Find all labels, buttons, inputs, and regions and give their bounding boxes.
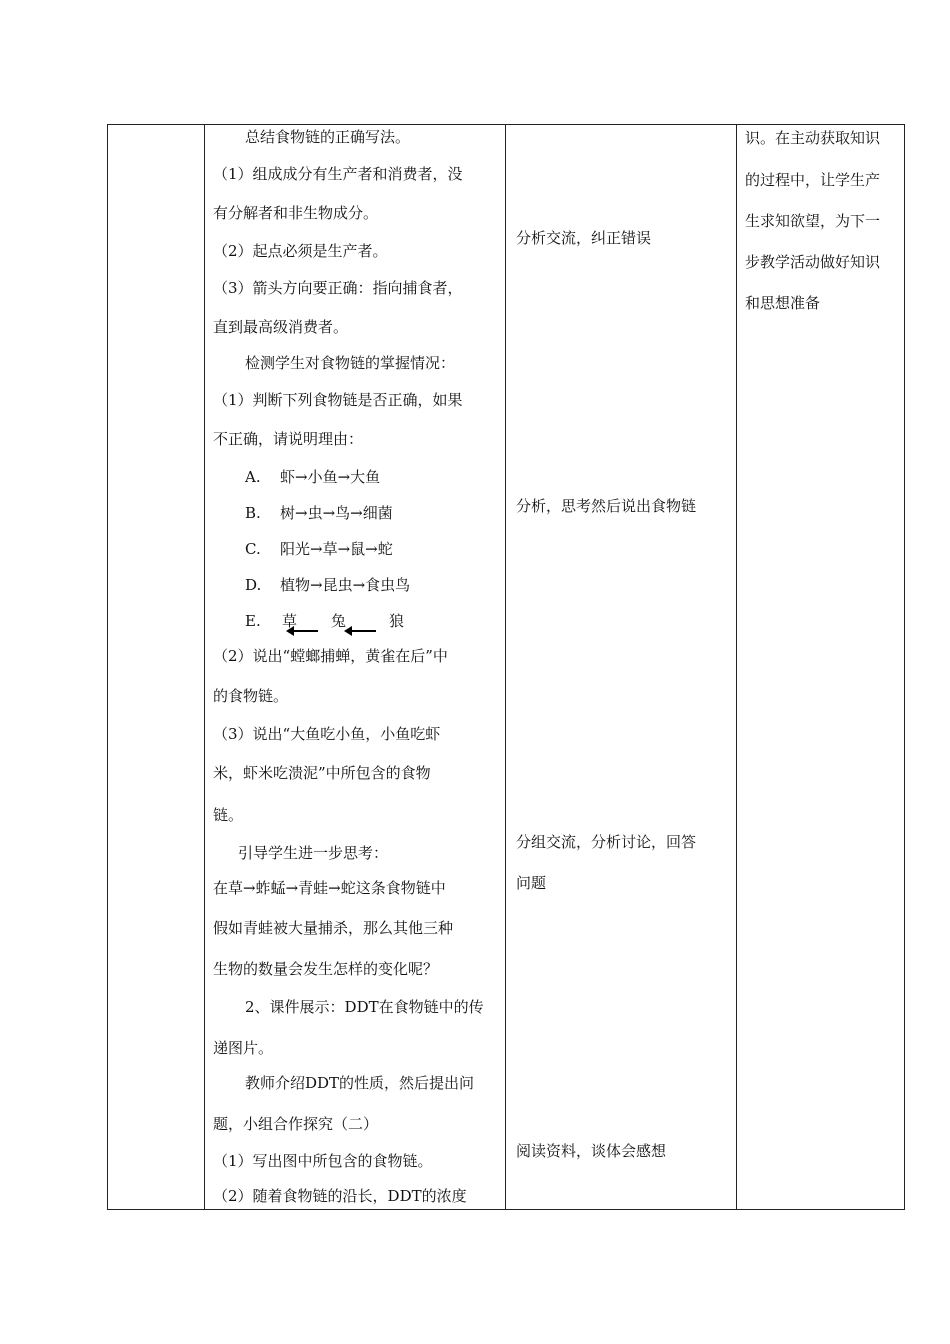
text-line: 步教学活动做好知识	[745, 253, 881, 271]
text-line: 生求知欲望，为下一	[745, 212, 881, 230]
text-line: 引导学生进一步思考：	[238, 844, 389, 862]
text-line: 有分解者和非生物成分。	[213, 204, 379, 222]
option-letter: A.	[245, 468, 261, 486]
option-text: 树→虫→鸟→细菌	[280, 504, 393, 522]
text-line: 不正确，请说明理由：	[213, 430, 364, 448]
text-line: 假如青蛙被大量捕杀，那么其他三种	[213, 919, 454, 937]
option-text: 虾→小鱼→大鱼	[280, 468, 381, 486]
text-line: 链。	[213, 806, 244, 824]
option-word: 草	[282, 612, 298, 630]
student-activity: 分析，思考然后说出食物链	[516, 497, 697, 515]
column-divider-1	[204, 125, 205, 1209]
arrow-left-icon	[350, 630, 376, 632]
text-line: （1）组成成分有生产者和消费者，没	[213, 165, 463, 183]
text-line: 检测学生对食物链的掌握情况：	[245, 354, 456, 372]
text-line: （1）判断下列食物链是否正确，如果	[213, 391, 463, 409]
text-line: （1）写出图中所包含的食物链。	[213, 1152, 433, 1170]
option-text: 阳光→草→鼠→蛇	[280, 540, 393, 558]
column-divider-2	[505, 125, 506, 1209]
option-letter: C.	[245, 540, 261, 558]
text-line: 总结食物链的正确写法。	[245, 128, 411, 146]
text-line: （2）随着食物链的沿长，DDT的浓度	[213, 1187, 467, 1205]
student-activity: 问题	[516, 874, 547, 892]
text-line: 题，小组合作探究（二）	[213, 1115, 379, 1133]
text-line: 直到最高级消费者。	[213, 318, 349, 336]
student-activity: 阅读资料，谈体会感想	[516, 1142, 667, 1160]
text-line: （2）说出“螳螂捕蝉，黄雀在后”中	[213, 647, 448, 665]
text-line: 米，虾米吃溃泥”中所包含的食物	[213, 764, 431, 782]
text-line: （3）说出“大鱼吃小鱼，小鱼吃虾	[213, 725, 441, 743]
option-letter: D.	[245, 576, 262, 594]
text-line: 识。在主动获取知识	[745, 129, 881, 147]
text-line: 和思想准备	[745, 294, 821, 312]
text-line: 2、课件展示：DDT在食物链中的传	[245, 998, 484, 1016]
text-line: （2）起点必须是生产者。	[213, 242, 388, 260]
option-word: 狼	[389, 612, 405, 630]
option-word: 兔	[331, 612, 347, 630]
column-divider-3	[736, 125, 737, 1209]
text-line: 生物的数量会发生怎样的变化呢？	[213, 960, 439, 978]
student-activity: 分析交流，纠正错误	[516, 229, 652, 247]
text-line: 教师介绍DDT的性质，然后提出问	[245, 1074, 475, 1092]
option-text: 植物→昆虫→食虫鸟	[280, 576, 411, 594]
text-line: 递图片。	[213, 1039, 274, 1057]
student-activity: 分组交流，分析讨论，回答	[516, 833, 697, 851]
option-letter: E.	[245, 612, 261, 630]
text-line: 的食物链。	[213, 687, 289, 705]
arrow-left-icon	[292, 630, 318, 632]
text-line: 在草→蚱蜢→青蛙→蛇这条食物链中	[213, 879, 446, 897]
text-line: 的过程中，让学生产	[745, 171, 881, 189]
option-letter: B.	[245, 504, 261, 522]
text-line: （3）箭头方向要正确：指向捕食者，	[213, 279, 463, 297]
